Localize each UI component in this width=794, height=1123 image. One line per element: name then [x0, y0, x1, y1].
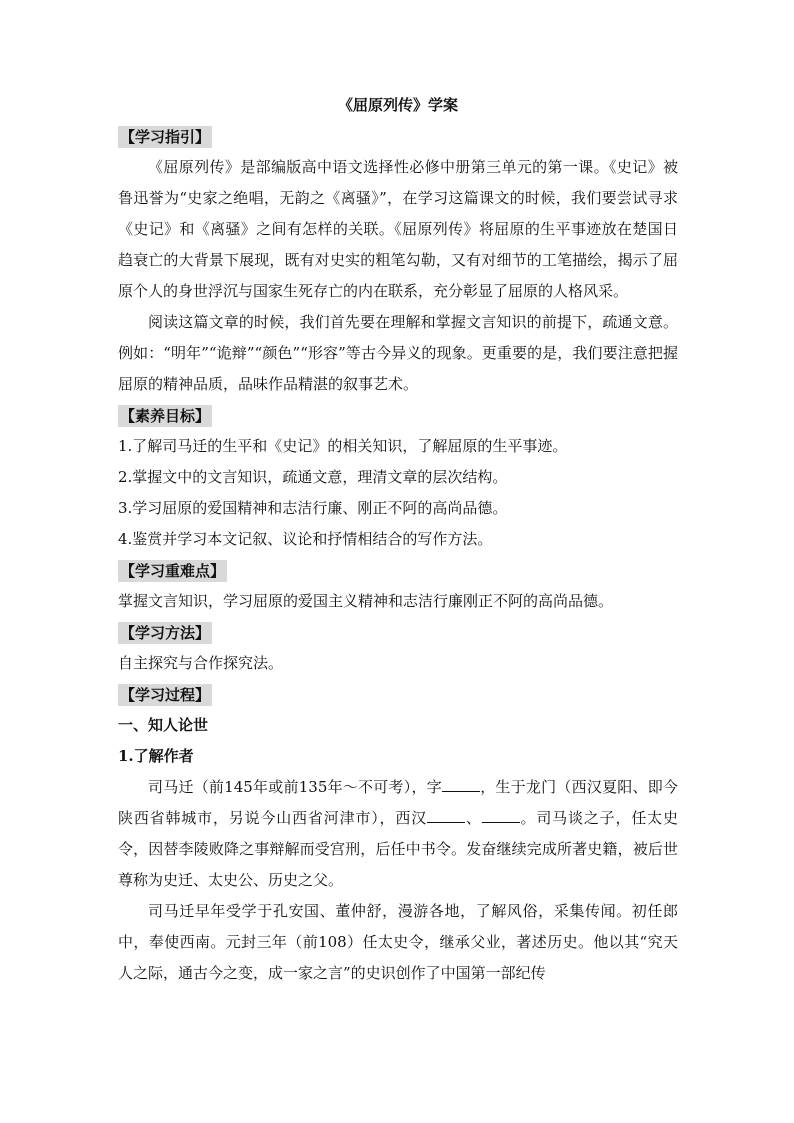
author-text-d: 。司马谈之子，任太史令，因替李陵败降之事辩解而受宫刑，后任中书令。发奋继续完成所著史籍，被后世尊称为史迁、太史公、历史之父。 — [118, 809, 678, 889]
goal-item-3: 3.学习屈原的爱国精神和志洁行廉、刚正不阿的高尚品德。 — [118, 499, 508, 517]
author-text-c: 、 — [465, 809, 482, 827]
section-header-key-points: 【学习重难点】 — [120, 562, 226, 580]
goal-item-1: 1.了解司马迁的生平和《史记》的相关知识，了解屈原的生平事迹。 — [118, 437, 568, 455]
section-header-guide: 【学习指引】 — [120, 128, 211, 146]
author-paragraph-2: 司马迁早年受学于孔安国、董仲舒，漫游各地，了解风俗，采集传闻。初任郎中，奉使西南。元封三年（前108）任太史令，继承父业，著述历史。他以其“究天人之际，通古今之变，成一家之言”的史识创作了中国第一部纪传 — [118, 902, 678, 982]
part1-title: 一、知人论世 — [118, 716, 209, 734]
key-points-text: 掌握文言知识，学习屈原的爱国主义精神和志洁行廉刚正不阿的高尚品德。 — [118, 592, 614, 610]
fill-blank-identity-1[interactable] — [427, 807, 465, 823]
fill-blank-courtesy-name[interactable] — [442, 776, 480, 792]
guide-paragraph-1: 《屈原列传》是部编版高中语文选择性必修中册第三单元的第一课。《史记》被鲁迅誉为“史家之绝唱，无韵之《离骚》”，在学习这篇课文的时候，我们要尝试寻求《史记》和《离骚》之间有怎样的关联。《屈原列传》将屈原的生平事迹放在楚国日趋衰亡的大背景下展现，既有对史实的粗笔勾勒，又有对细节的工笔描绘，揭示了屈原个人的身世浮沉与国家生死存亡的内在联系，充分彰显了屈原的人格风采。 — [118, 158, 678, 300]
sub1-title: 1.了解作者 — [118, 747, 194, 765]
goal-item-2: 2.掌握文中的文言知识，疏通文意，理清文章的层次结构。 — [118, 468, 508, 486]
fill-blank-identity-2[interactable] — [482, 807, 520, 823]
author-paragraph-1 — [118, 772, 678, 896]
document-title: 《屈原列传》学案 — [337, 96, 458, 114]
section-header-goals: 【素养目标】 — [120, 407, 211, 425]
section-header-process: 【学习过程】 — [120, 686, 211, 704]
section-header-method: 【学习方法】 — [120, 624, 211, 642]
author-text-a: 司马迁（前145年或前135年～不可考），字 — [148, 778, 442, 796]
goal-item-4: 4.鉴赏并学习本文记叙、议论和抒情相结合的写作方法。 — [118, 530, 493, 548]
document-page — [118, 94, 678, 989]
author-text-b: ，生于龙门（西汉夏阳、即今陕西省韩城市，另说今山西省河津市），西汉 — [118, 778, 678, 827]
guide-paragraph-2: 阅读这篇文章的时候，我们首先要在理解和掌握文言知识的前提下，疏通文意。例如：“明年”“诡辩”“颜色”“形容”等古今异义的现象。更重要的是，我们要注意把握屈原的精神品质，品味作品精湛的叙事艺术。 — [118, 313, 678, 393]
method-text: 自主探究与合作探究法。 — [118, 654, 284, 672]
